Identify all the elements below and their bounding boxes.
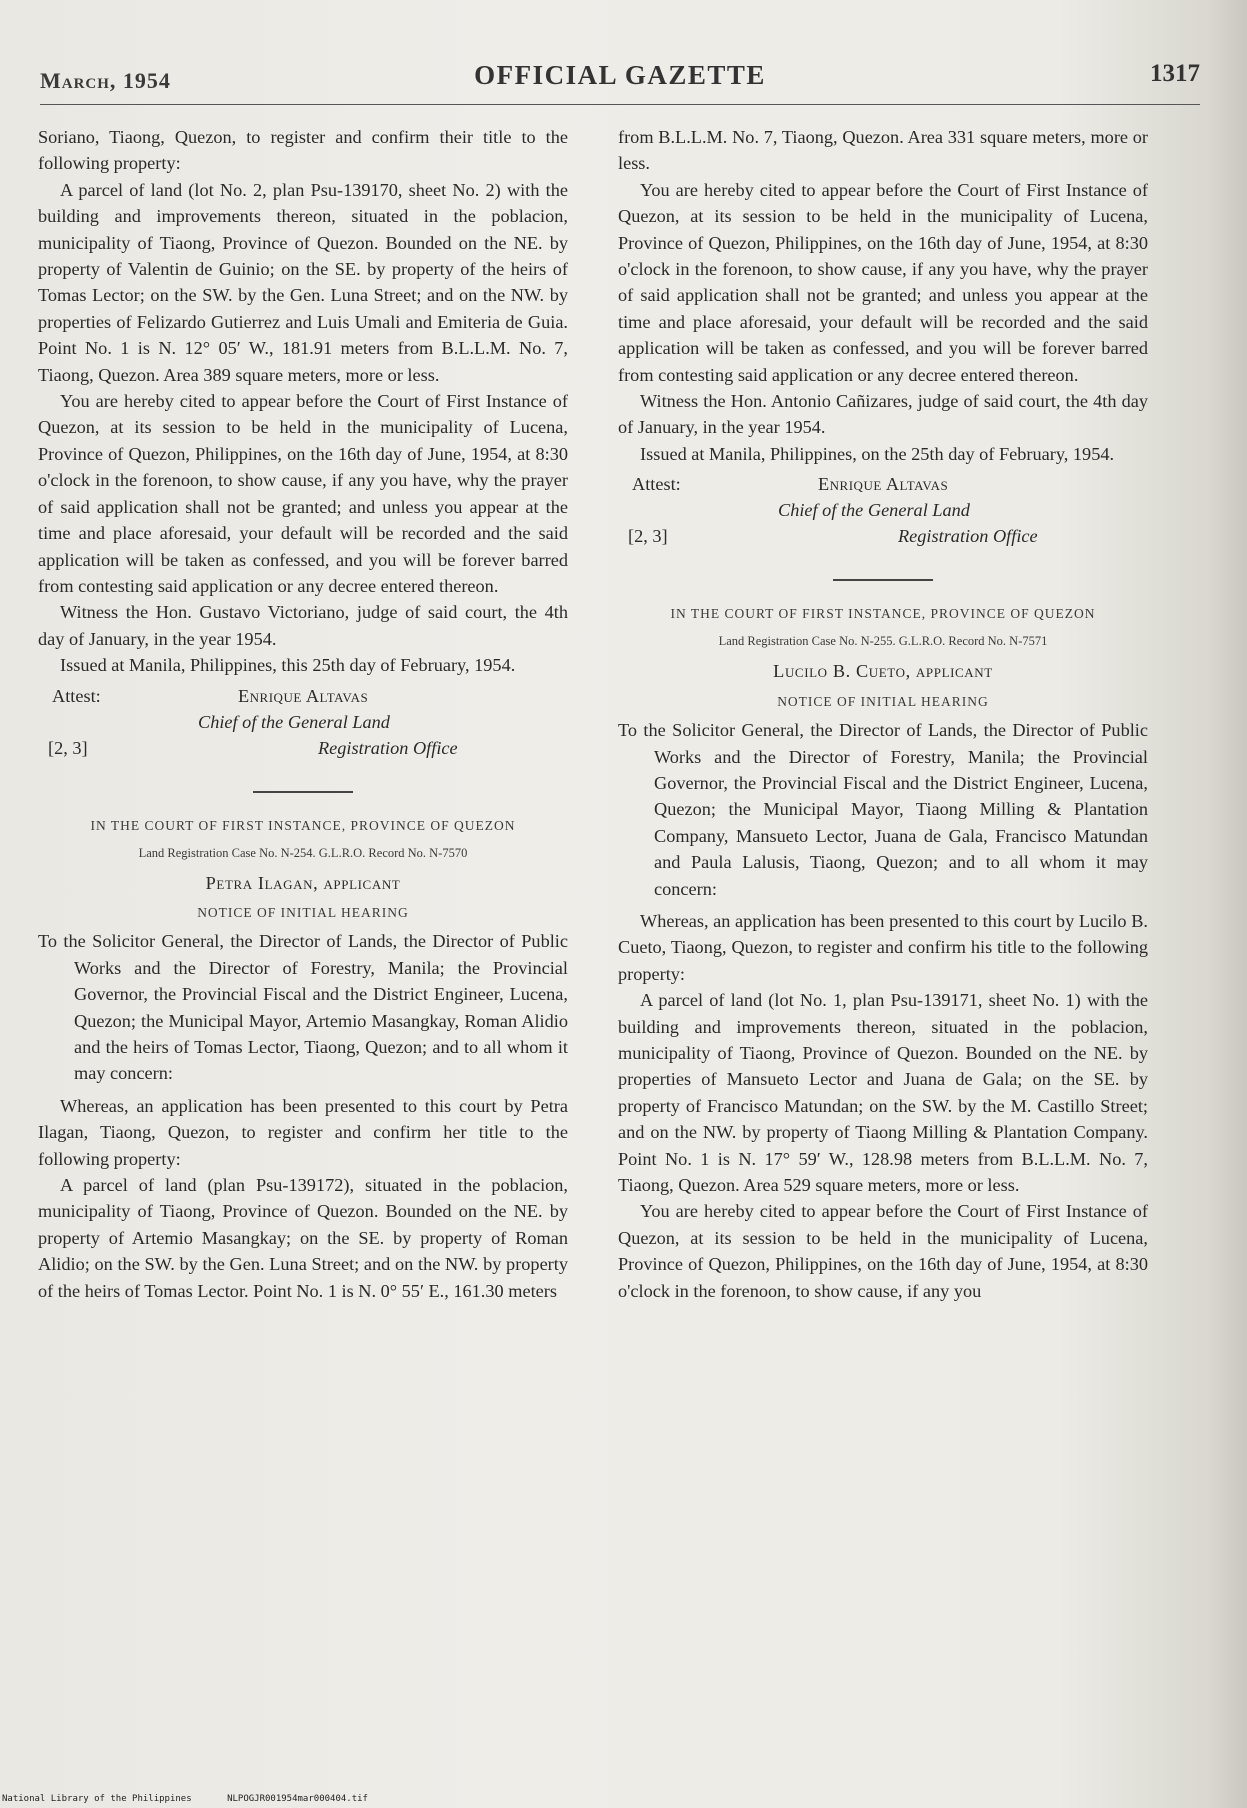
right-column [618, 124, 1148, 1304]
applicant-name: Lucilo B. Cueto, applicant [773, 661, 993, 682]
section-divider [833, 579, 933, 581]
attest-label: Attest: [632, 474, 681, 495]
attest-title-line-2: Registration Office [318, 737, 458, 758]
citation-paragraph: You are hereby cited to appear before the Court of First Instance of Quezon, at its session to be held in the municipality of Lucena, Province of Quezon, Philippines, on the 16th day of June, 1954, at 8:30 o'clock in the forenoon, to show cause, if any you have, why the prayer of said application shall not be granted; and unless you appear at the time and place aforesaid, your default will be recorded and the said application will be taken as confessed, and you will be forever barred from contesting said application or any decree entered thereon. [38, 391, 568, 596]
issue-reference: [2, 3] [48, 737, 88, 758]
property-description: A parcel of land (lot No. 1, plan Psu-139171, sheet No. 1) with the building and improvements thereon, situated in the poblacion, municipality of Tiaong, Province of Quezon. Bounded on the NE. by properties of Mansueto Lector and Juana de Gala; on the SE. by property of Francisco Matundan; on the SW. by the M. Castillo Street; and on the NW. by property of Tiaong Milling & Plantation Company. Point No. 1 is N. 17° 59′ W., 128.98 meters from B.L.L.M. No. 7, Tiaong, Quezon. Area 529 square meters, more or less. [618, 990, 1148, 1195]
attest-label: Attest: [52, 685, 101, 706]
witness-paragraph: Witness the Hon. Gustavo Victoriano, judge of said court, the 4th day of January, in the year 1954. [38, 602, 568, 649]
property-description: A parcel of land (plan Psu-139172), situated in the poblacion, municipality of Tiaong, Province of Quezon. Bounded on the NE. by property of Artemio Masangkay; on the SE. by property of Roman Alidio; on the SW. by the Gen. Luna Street; and on the NW. by property of the heirs of Tomas Lector. Point No. 1 is N. 0° 55′ E., 161.30 meters [38, 1175, 568, 1301]
attest-name: Enrique Altavas [818, 474, 949, 495]
property-description: A parcel of land (lot No. 2, plan Psu-139170, sheet No. 2) with the building and improvements thereon, situated in the poblacion, municipality of Tiaong, Province of Quezon. Bounded on the NE. by property of Valentin de Guinio; on the SE. by property of the heirs of Tomas Lector; on the SW. by the Gen. Luna Street; and on the NW. by properties of Felizardo Gutierrez and Luis Umali and Emiteria de Guia. Point No. 1 is N. 12° 05′ W., 181.91 meters from B.L.L.M. No. 7, Tiaong, Quezon. Area 389 square meters, more or less. [38, 179, 568, 385]
section-divider [253, 791, 353, 793]
whereas-paragraph: Whereas, an application has been presented to this court by Lucilo B. Cueto, Tiaong, Quezon, to register and confirm his title to the following property: [618, 910, 1148, 984]
case-number: Land Registration Case No. N-255. G.L.R.O. Record No. N-7571 [718, 634, 1048, 649]
continuation-paragraph: from B.L.L.M. No. 7, Tiaong, Quezon. Area 331 square meters, more or less. [618, 127, 1148, 174]
attestation-block [618, 471, 1148, 555]
attest-name: Enrique Altavas [238, 685, 369, 706]
page-number: 1317 [1150, 60, 1200, 87]
applicant-name: Petra Ilagan, applicant [205, 872, 401, 893]
addressees: To the Solicitor General, the Director of Lands, the Director of Public Works and the Director of Forestry, Manila; the Provincial Governor, the Provincial Fiscal and the District Engineer, Lucena, Quezon; the Municipal Mayor, Tiaong Milling & Plantation Company, Mansueto Lector, Juana de Gala, Francisco Matundan and Paula Lalusis, Tiaong, Quezon; and to all whom it may concern: [618, 720, 1148, 899]
issue-date: March, 1954 [40, 68, 171, 93]
issue-reference: [2, 3] [628, 526, 668, 547]
attest-title-line-2: Registration Office [898, 526, 1038, 547]
left-column [38, 124, 568, 1304]
header-rule [40, 104, 1200, 105]
issued-paragraph: Issued at Manila, Philippines, on the 25th day of February, 1954. [640, 443, 1115, 464]
attest-title-line-1: Chief of the General Land [778, 500, 970, 521]
citation-paragraph: You are hereby cited to appear before the Court of First Instance of Quezon, at its session to be held in the municipality of Lucena, Province of Quezon, Philippines, on the 16th day of June, 1954, at 8:30 o'clock in the forenoon, to show cause, if any you have, why the prayer of said application shall not be granted; and unless you appear at the time and place aforesaid, your default will be recorded and the said application will be taken as confessed, and you will be forever barred from contesting said application or any decree entered thereon. [618, 179, 1148, 385]
notice-heading: NOTICE OF INITIAL HEARING [197, 904, 409, 920]
source-label: National Library of the Philippines [2, 1794, 192, 1804]
publication-title: OFFICIAL GAZETTE [474, 60, 766, 90]
court-heading: IN THE COURT OF FIRST INSTANCE, PROVINCE OF QUEZON [670, 606, 1096, 622]
scan-footer [2, 1794, 398, 1804]
file-name: NLPOGJR001954mar000404.tif [227, 1794, 368, 1804]
case-number: Land Registration Case No. N-254. G.L.R.O. Record No. N-7570 [138, 845, 468, 860]
whereas-paragraph: Whereas, an application has been presented to this court by Petra Ilagan, Tiaong, Quezon, to register and confirm her title to the following property: [38, 1095, 568, 1169]
attestation-block [38, 683, 568, 767]
witness-paragraph: Witness the Hon. Antonio Cañizares, judge of said court, the 4th day of January, in the year 1954. [618, 391, 1148, 438]
page-header [40, 52, 1200, 100]
notice-heading: NOTICE OF INITIAL HEARING [777, 693, 989, 709]
attest-title-line-1: Chief of the General Land [198, 711, 390, 732]
issued-paragraph: Issued at Manila, Philippines, this 25th day of February, 1954. [60, 655, 516, 676]
notice-intro: Soriano, Tiaong, Quezon, to register and confirm their title to the following property: [38, 127, 568, 174]
court-heading: IN THE COURT OF FIRST INSTANCE, PROVINCE OF QUEZON [90, 817, 516, 833]
addressees: To the Solicitor General, the Director of Lands, the Director of Public Works and the Director of Forestry, Manila; the Provincial Governor, the Provincial Fiscal and the District Engineer, Lucena, Quezon; the Municipal Mayor, Artemio Masangkay, Roman Alidio and the heirs of Tomas Lector, Tiaong, Quezon; and to all whom it may concern: [38, 931, 568, 1084]
citation-paragraph: You are hereby cited to appear before the Court of First Instance of Quezon, at its session to be held in the municipality of Lucena, Province of Quezon, Philippines, on the 16th day of June, 1954, at 8:30 o'clock in the forenoon, to show cause, if any you [618, 1201, 1148, 1301]
